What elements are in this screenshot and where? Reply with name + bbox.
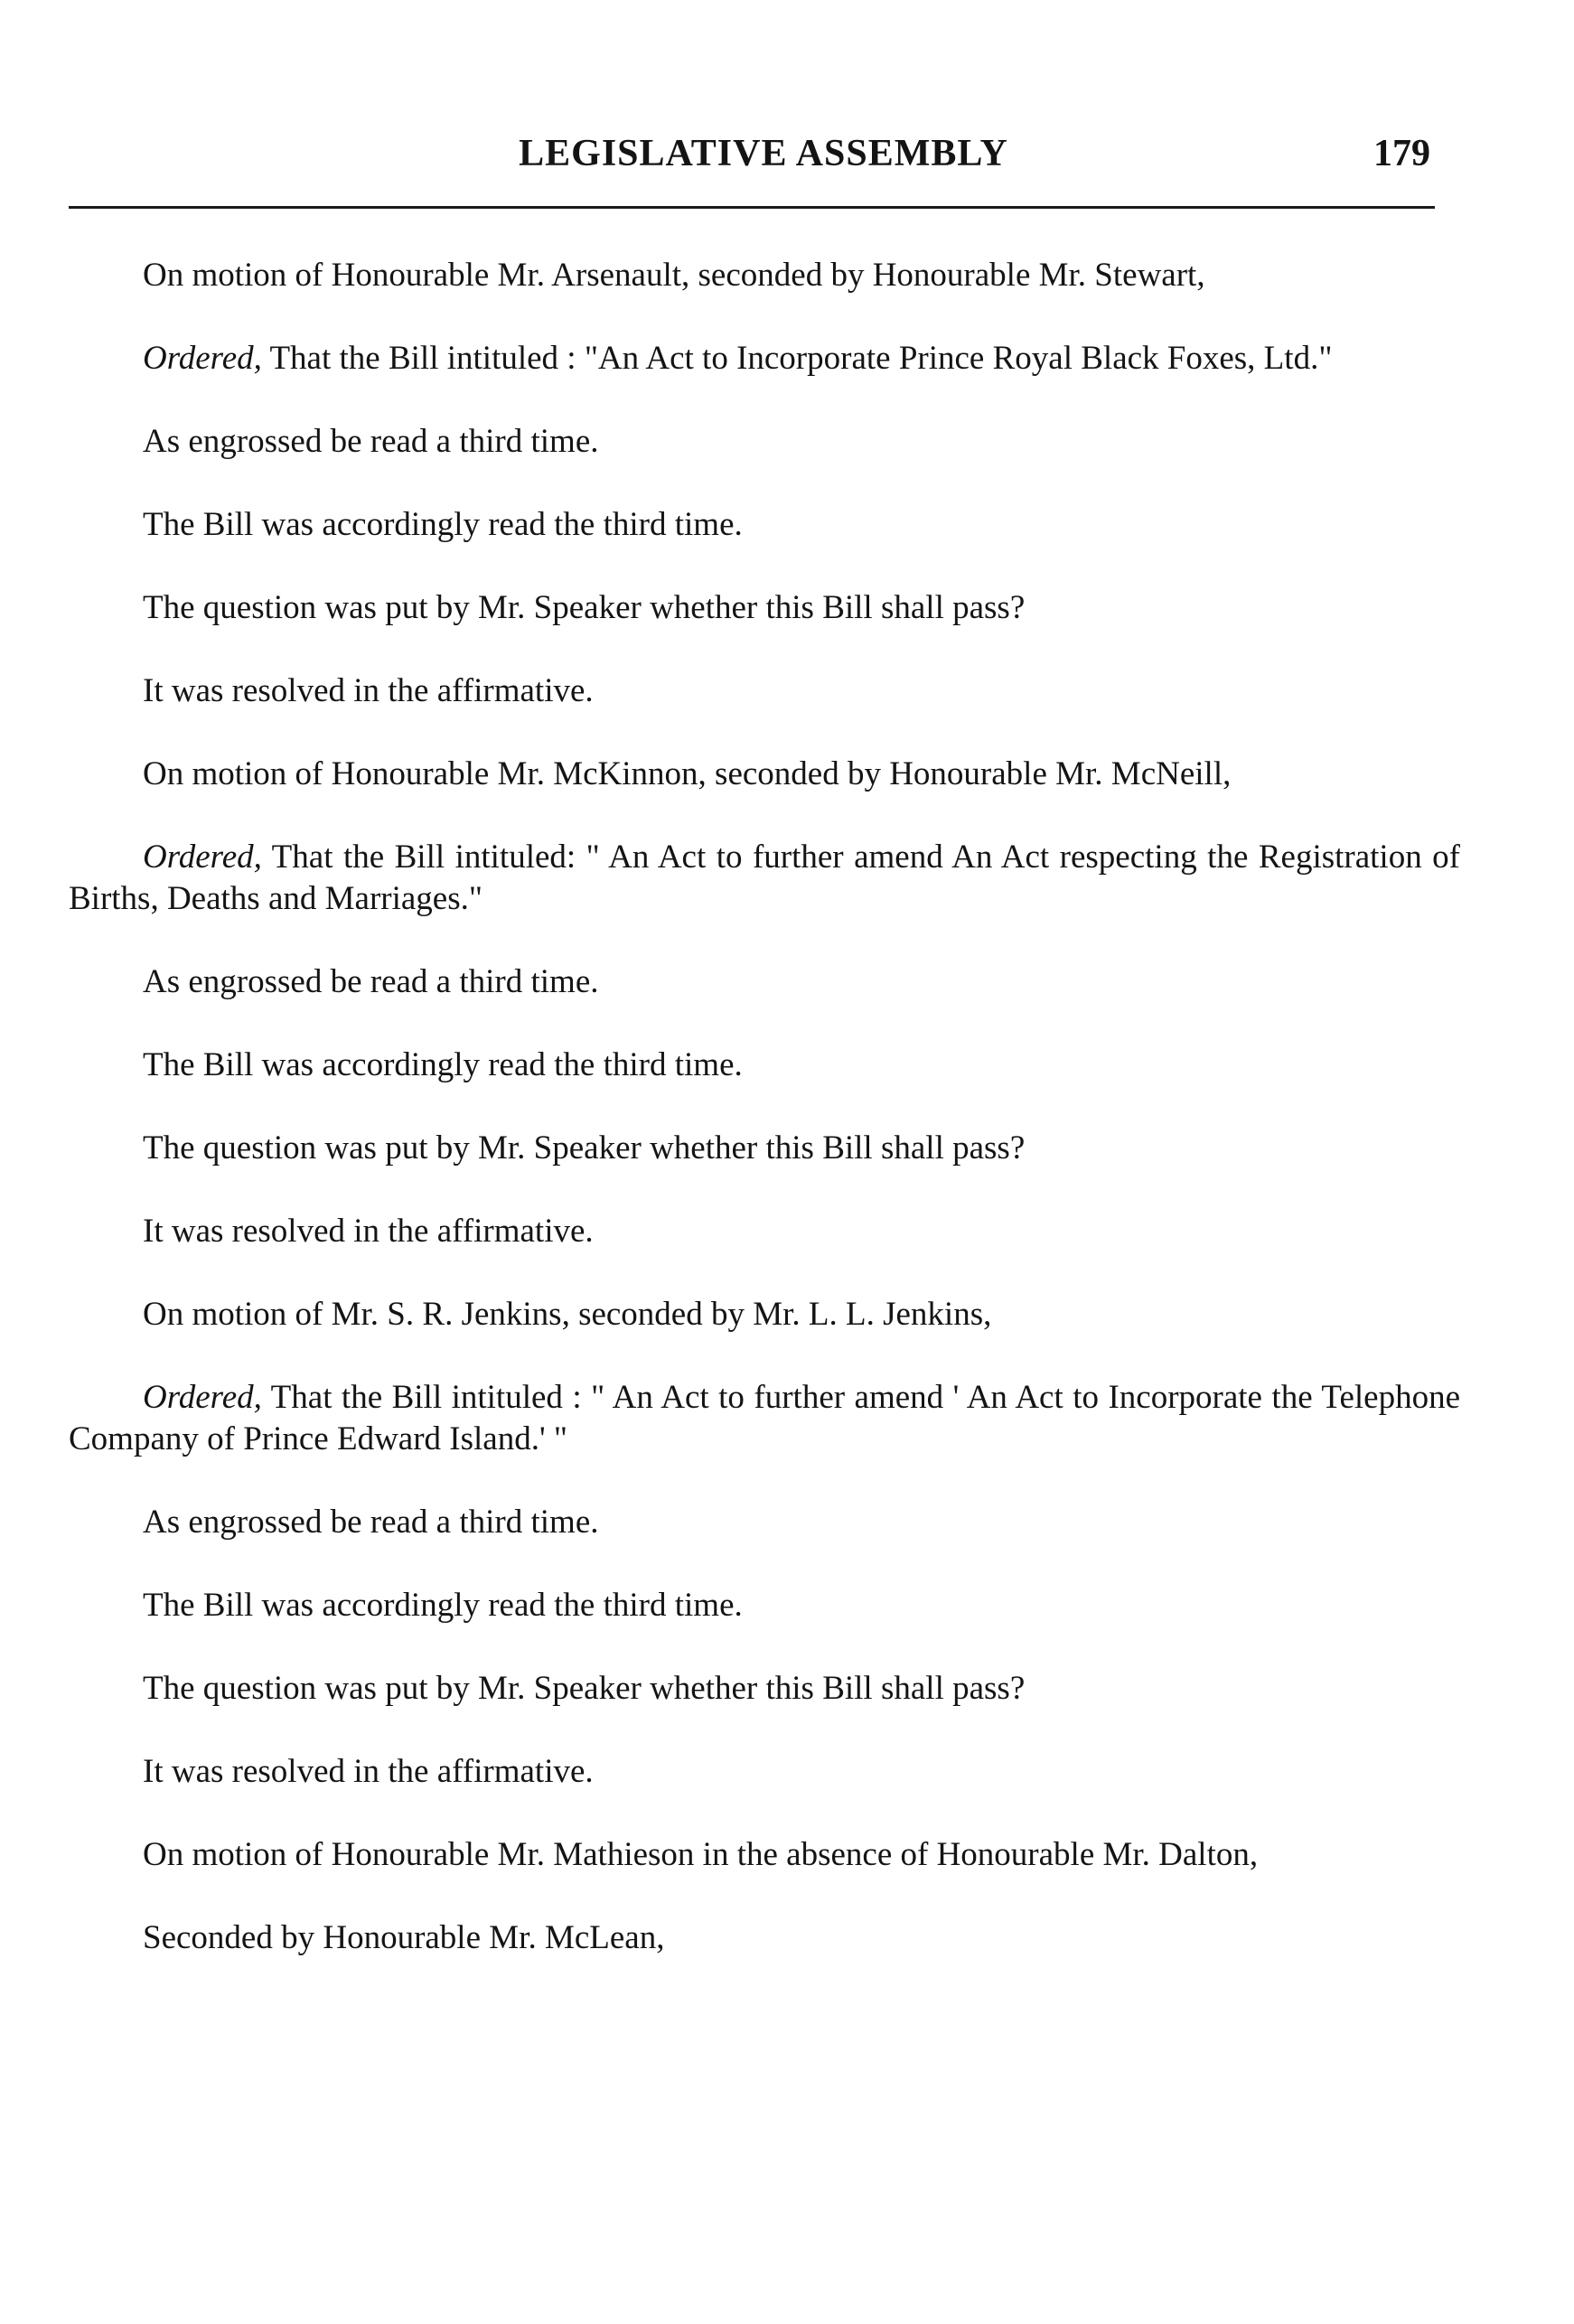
motion-paragraph: On motion of Honourable Mr. Arsenault, seconded by Honourable Mr. Stewart, [143,257,1205,294]
engrossed-paragraph: As engrossed be read a third time. [143,1504,599,1541]
resolution-paragraph: It was resolved in the affirmative. [143,1753,594,1790]
page-number: 179 [1373,133,1430,174]
page-header [0,128,1574,183]
order-paragraph: Ordered, That the Bill intituled: " An Act to further amend An Act respecting the Registration of Births, Deaths and Marriages." [69,839,1460,917]
journal-body [69,255,1460,1959]
motion-paragraph: On motion of Honourable Mr. McKinnon, seconded by Honourable Mr. McNeill, [143,755,1232,792]
question-paragraph: The question was put by Mr. Speaker whether this Bill shall pass? [143,1670,1026,1707]
header-rule [69,206,1435,209]
engrossed-paragraph: As engrossed be read a third time. [143,423,599,460]
running-title: LEGISLATIVE ASSEMBLY [519,133,1008,174]
motion-paragraph: On motion of Honourable Mr. Mathieson in the absence of Honourable Mr. Dalton, [143,1836,1259,1873]
question-paragraph: The question was put by Mr. Speaker whether this Bill shall pass? [143,1129,1026,1167]
question-paragraph: The question was put by Mr. Speaker whether this Bill shall pass? [143,589,1026,626]
ordered-lead: Ordered, [143,340,262,377]
engrossed-paragraph: As engrossed be read a third time. [143,963,599,1000]
ordered-lead: Ordered, [143,839,262,876]
reading-paragraph: The Bill was accordingly read the third time. [143,1046,743,1083]
resolution-paragraph: It was resolved in the affirmative. [143,1213,594,1250]
seconder-paragraph: Seconded by Honourable Mr. McLean, [143,1919,665,1956]
resolution-paragraph: It was resolved in the affirmative. [143,672,594,709]
reading-paragraph: The Bill was accordingly read the third time. [143,506,743,543]
order-paragraph: Ordered, That the Bill intituled : " An Act to further amend ' An Act to Incorporate the Telephone Company of Prince Edward Island.' " [69,1379,1460,1457]
ordered-lead: Ordered, [143,1379,262,1416]
reading-paragraph: The Bill was accordingly read the third time. [143,1587,743,1624]
order-paragraph: Ordered, That the Bill intituled : "An Act to Incorporate Prince Royal Black Foxes, Ltd." [143,340,1333,377]
motion-paragraph: On motion of Mr. S. R. Jenkins, seconded by Mr. L. L. Jenkins, [143,1296,992,1333]
